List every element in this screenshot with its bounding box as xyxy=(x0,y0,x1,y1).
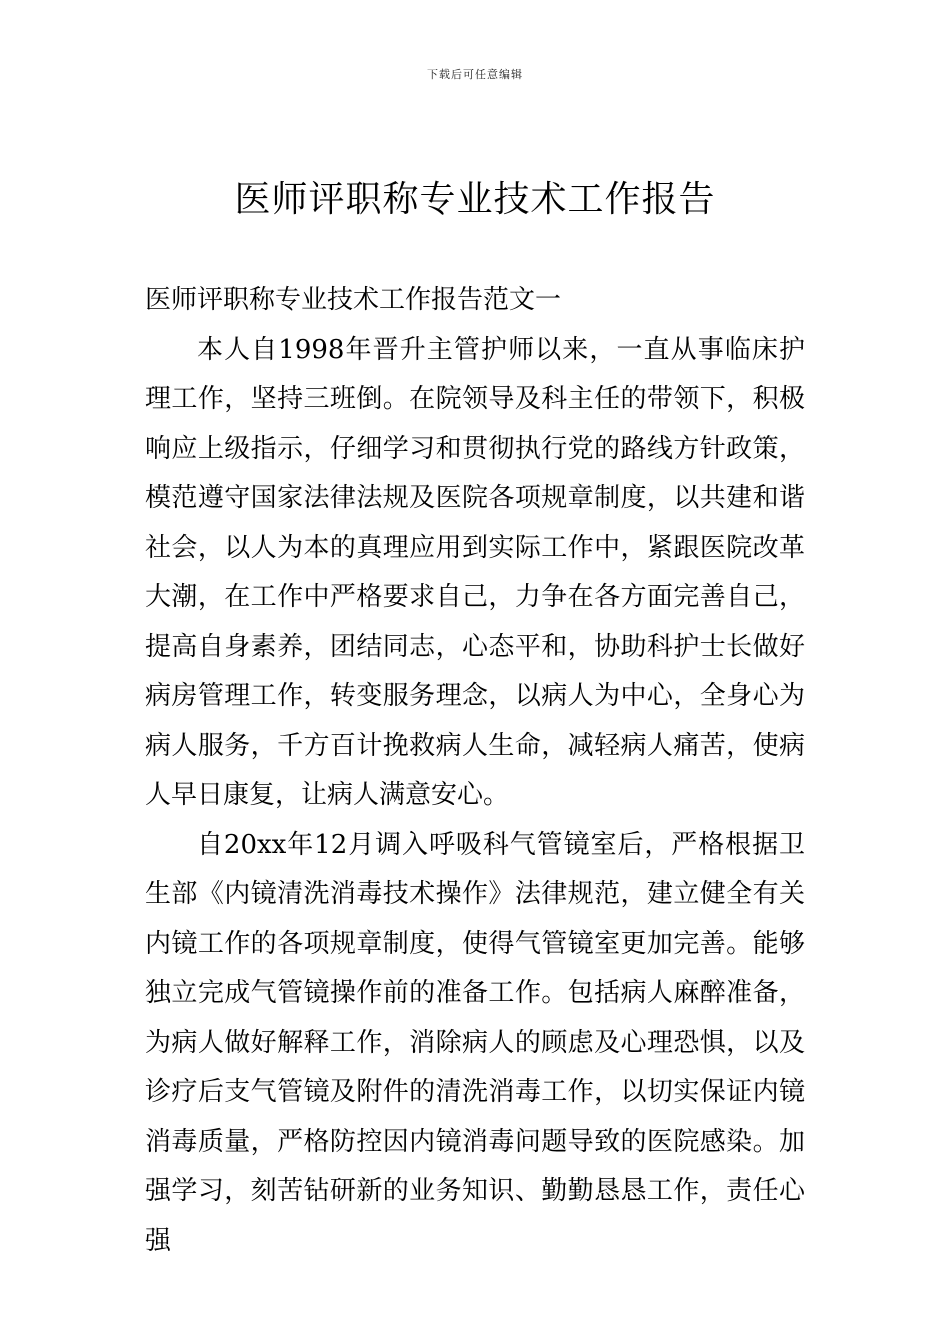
paragraph-2: 自20xx年12月调入呼吸科气管镜室后，严格根据卫生部《内镜清洗消毒技术操作》法律规范，建立健全有关内镜工作的各项规章制度，使得气管镜室更加完善。能够独立完成气管镜操作前的准备工作。包括病人麻醉准备，为病人做好解释工作，消除病人的顾虑及心理恐惧，以及诊疗后支气管镜及附件的清洗消毒工作，以切实保证内镜消毒质量，严格防控因内镜消毒问题导致的医院感染。加强学习，刻苦钻研新的业务知识、勤勤恳恳工作，责任心强 xyxy=(145,829,805,1256)
document-body xyxy=(145,276,805,1266)
document-title: 医师评职称专业技术工作报告 xyxy=(234,179,716,220)
paragraph-1: 本人自1998年晋升主管护师以来，一直从事临床护理工作，坚持三班倒。在院领导及科主任的带领下，积极响应上级指示，仔细学习和贯彻执行党的路线方针政策，模范遵守国家法律法规及医院各项规章制度，以共建和谐社会，以人为本的真理应用到实际工作中，紧跟医院改革大潮，在工作中严格要求自己，力争在各方面完善自己，提高自身素养，团结同志，心态平和，协助科护士长做好病房管理工作，转变服务理念，以病人为中心，全身心为病人服务，千方百计挽救病人生命，减轻病人痛苦，使病人早日康复，让病人满意安心。 xyxy=(145,334,805,810)
header-note: 下载后可任意编辑 xyxy=(427,68,523,81)
document-subtitle: 医师评职称专业技术工作报告范文一 xyxy=(145,285,562,315)
